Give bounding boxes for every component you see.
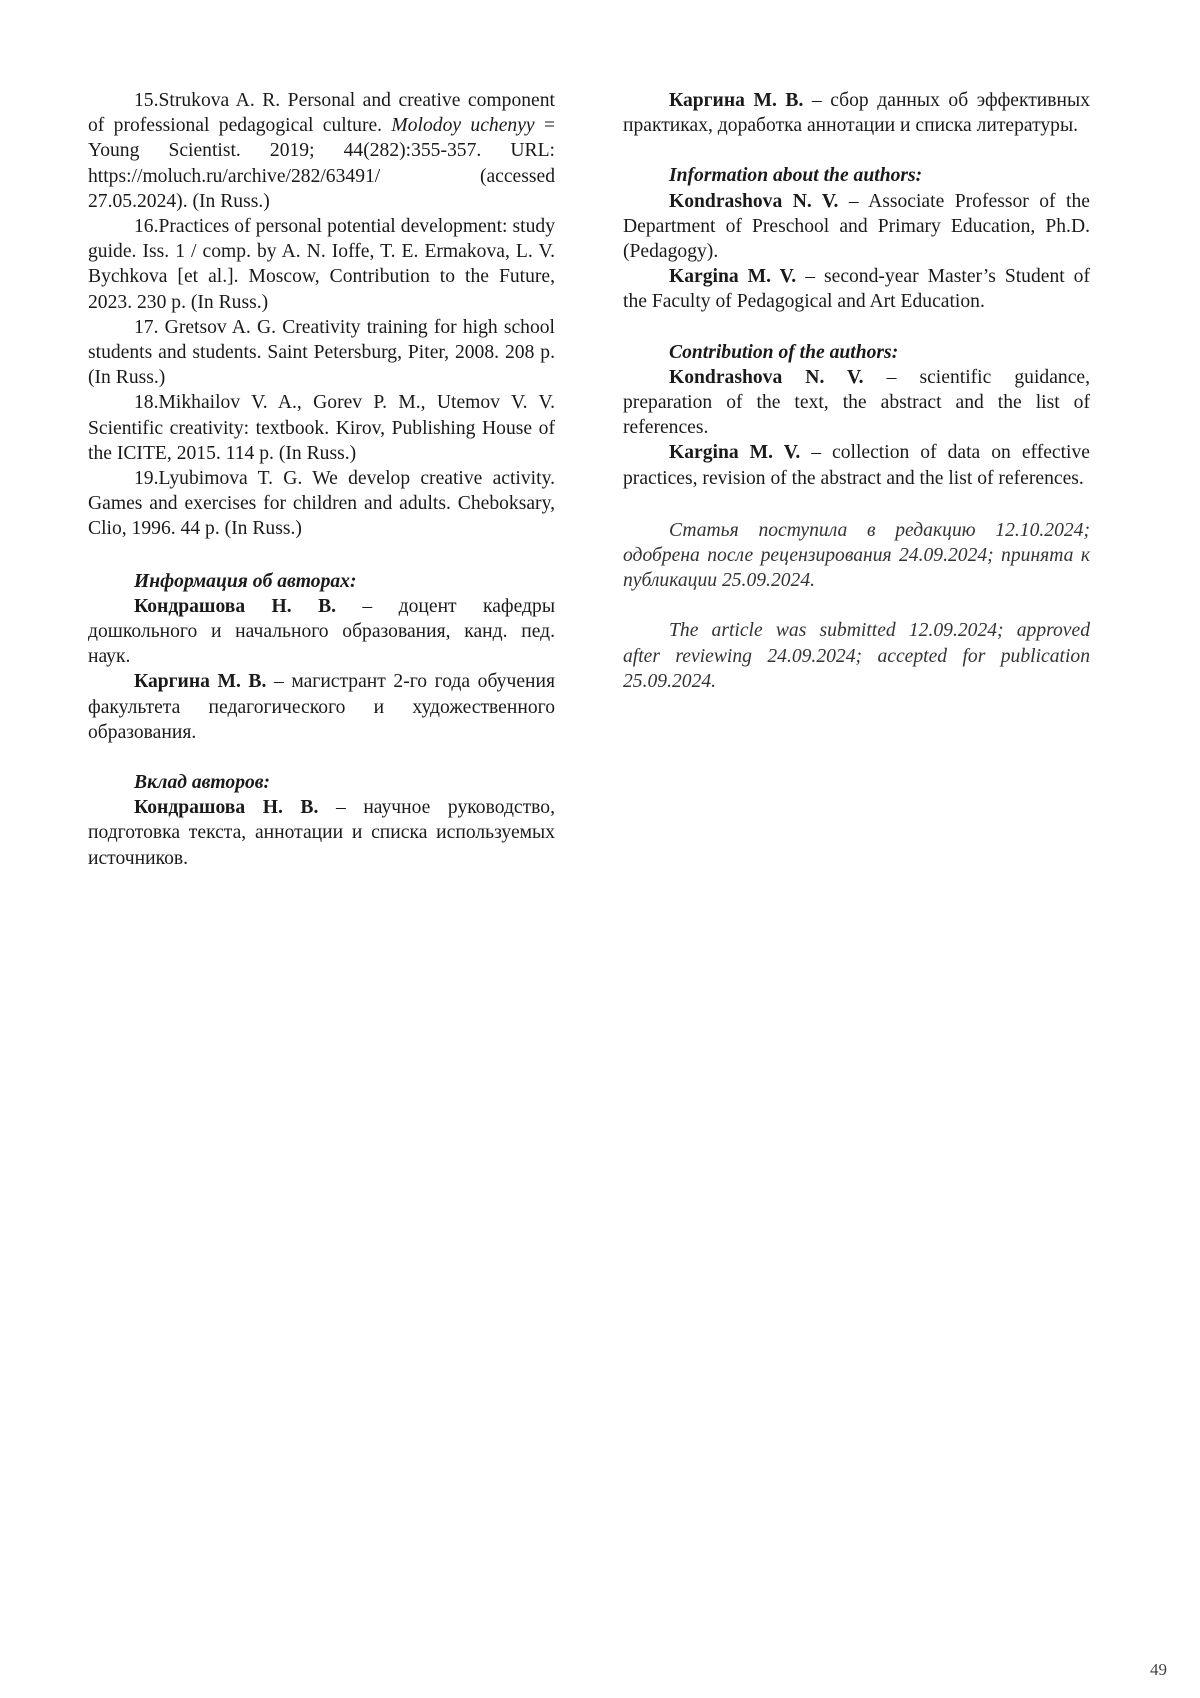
contribution-ru-1 bbox=[88, 795, 555, 871]
author-name: Kondrashova N. V. bbox=[669, 190, 839, 212]
author-en-1 bbox=[623, 189, 1090, 265]
contribution-en-1 bbox=[623, 365, 1090, 441]
contribution-ru-2 bbox=[623, 88, 1090, 138]
author-info: – second-year Master’s Student of the Faculty of Pedagogical and Art Education. bbox=[623, 266, 1091, 313]
reference-journal: Molodoy uchenyy bbox=[391, 115, 535, 137]
reference-17 bbox=[88, 315, 555, 391]
author-ru-1 bbox=[88, 594, 555, 670]
authors-en-heading: Information about the authors: bbox=[669, 165, 923, 187]
author-info: – доцент кафедры дошкольного и начального образования, канд. пед. наук. bbox=[88, 595, 555, 668]
reference-text: Strukova A. R. Personal and creative component of professional pedagogical culture. bbox=[88, 90, 555, 137]
authors-ru-heading: Информация об авторах: bbox=[134, 570, 357, 592]
reference-number: 18. bbox=[134, 392, 159, 414]
author-name: Каргина М. В. bbox=[669, 90, 804, 111]
contribution-en-2 bbox=[623, 440, 1090, 490]
reference-19 bbox=[88, 466, 555, 542]
reference-number: 16. bbox=[134, 216, 159, 238]
reference-text: Mikhailov V. A., Gorev P. M., Utemov V. V. Scientific creativity: textbook. Kirov, Publishing House of the ICITE, 2015. 114 p. (In Russ.) bbox=[88, 392, 555, 464]
author-en-2 bbox=[623, 264, 1090, 314]
reference-text: Lyubimova T. G. We develop creative activity. Games and exercises for children and adults. Cheboksary, Clio, 1996. 44 p. (In Russ.) bbox=[88, 468, 555, 540]
reference-text: Gretsov A. G. Creativity training for high school students and students. Saint Petersburg, Piter, 2008. 208 p. (In Russ.) bbox=[88, 316, 555, 389]
reference-text: Practices of personal potential development: study guide. Iss. 1 / comp. by A. N. Ioffe, T. E. Ermakova, L. V. Bychkova [et al.]. Moscow, Contribution to the Future, 2023. 230 p. (In Russ.) bbox=[88, 216, 555, 313]
contribution-en-heading: Contribution of the authors: bbox=[669, 341, 899, 363]
author-name: Кондрашова Н. В. bbox=[134, 595, 337, 617]
reference-number: 15. bbox=[134, 90, 159, 111]
contribution-text: – сбор данных об эффективных практиках, доработка аннотации и списка литературы. bbox=[623, 90, 1090, 137]
author-name: Каргина М. В. bbox=[134, 671, 267, 693]
reference-18 bbox=[88, 390, 555, 466]
author-name: Kargina M. V. bbox=[669, 442, 801, 464]
article-dates-en: The article was submitted 12.09.2024; approved after reviewing 24.09.2024; accepted for publication 25.09.2024. bbox=[623, 620, 1090, 692]
contribution-text: – научное руководство, подготовка текста, аннотации и списка используемых источников. bbox=[88, 797, 555, 869]
left-column bbox=[88, 88, 555, 871]
author-name: Kondrashova N. V. bbox=[669, 366, 864, 388]
author-info: – Associate Professor of the Department of Preschool and Primary Education, Ph.D. (Pedagogy). bbox=[623, 190, 1090, 263]
reference-text: = Young Scientist. 2019; 44(282):355-357. URL: https://moluch.ru/archive/282/63491/ (accessed 27.05.2024). (In Russ.) bbox=[88, 115, 555, 212]
reference-15 bbox=[88, 88, 555, 214]
reference-number: 19. bbox=[134, 468, 159, 490]
author-info: – магистрант 2-го года обучения факультета педагогического и художественного образования. bbox=[88, 671, 555, 743]
author-name: Kargina M. V. bbox=[669, 266, 797, 288]
page-number: 49 bbox=[1150, 1660, 1167, 1679]
author-name: Кондрашова Н. В. bbox=[134, 797, 319, 819]
right-column bbox=[623, 88, 1090, 694]
reference-number: 17. bbox=[134, 316, 159, 338]
author-ru-2 bbox=[88, 669, 555, 745]
reference-16 bbox=[88, 214, 555, 315]
contribution-ru-heading: Вклад авторов: bbox=[134, 772, 271, 794]
contribution-text: – scientific guidance, preparation of the text, the abstract and the list of references. bbox=[623, 366, 1090, 439]
article-dates-ru: Статья поступила в редакцию 12.10.2024; одобрена после рецензирования 24.09.2024; принята к публикации 25.09.2024. bbox=[623, 519, 1090, 592]
contribution-text: – collection of data on effective practices, revision of the abstract and the list of references. bbox=[623, 442, 1090, 489]
